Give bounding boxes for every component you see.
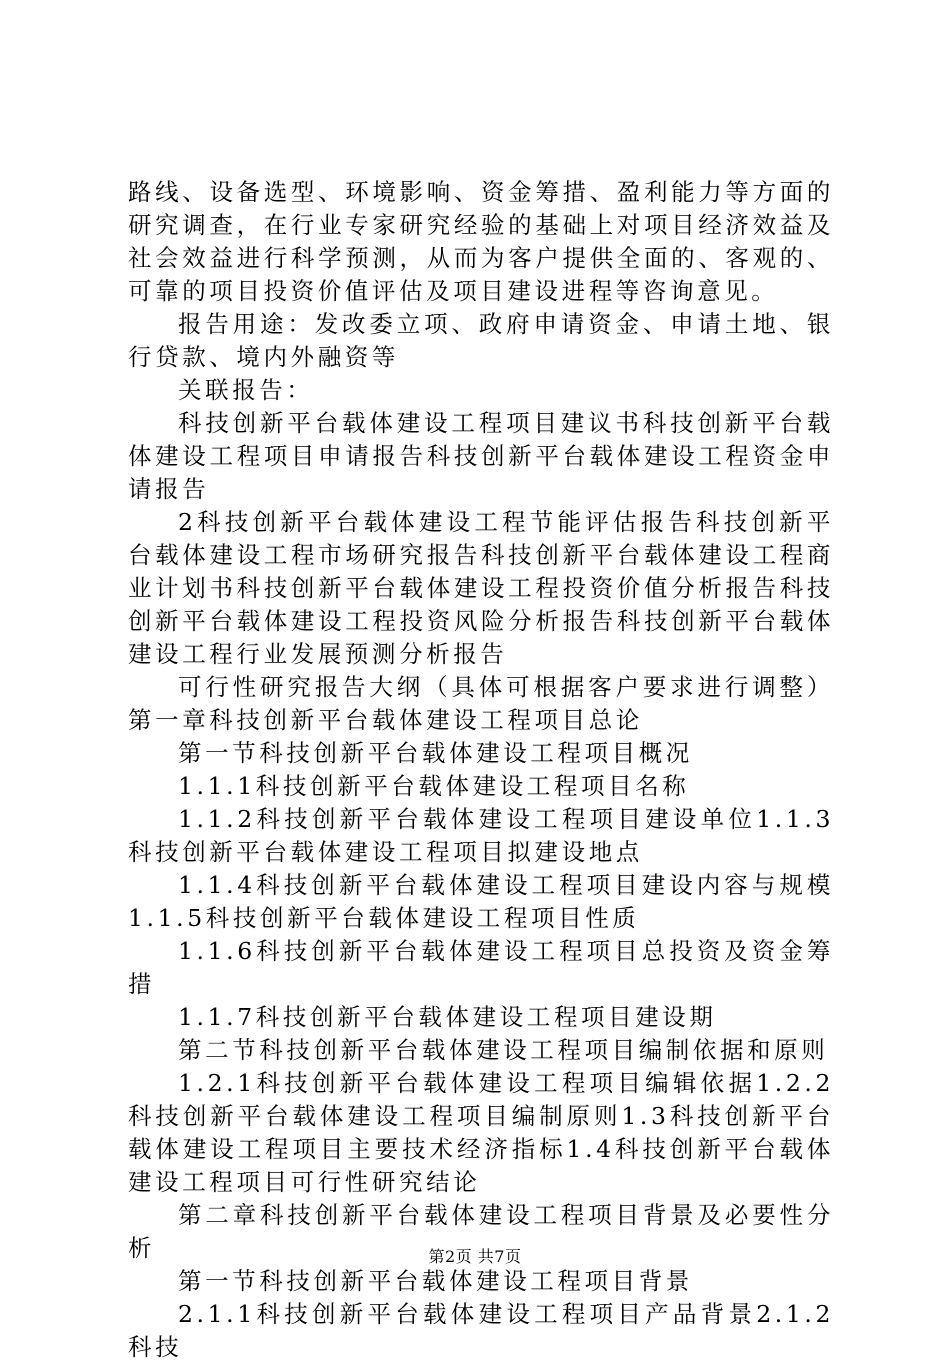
paragraph-16: 第一节科技创新平台载体建设工程项目背景	[178, 1267, 693, 1295]
paragraph-17: 2.1.1科技创新平台载体建设工程项目产品背景2.1.2科技	[128, 1300, 834, 1361]
paragraph-7: 第一节科技创新平台载体建设工程项目概况	[178, 739, 693, 767]
paragraph-11: 1.1.6科技创新平台载体建设工程项目总投资及资金筹措	[128, 937, 834, 998]
paragraph-8: 1.1.1科技创新平台载体建设工程项目名称	[178, 772, 690, 800]
paragraph-12: 1.1.7科技创新平台载体建设工程项目建设期	[178, 1003, 717, 1031]
paragraph-10: 1.1.4科技创新平台载体建设工程项目建设内容与规模1.1.5科技创新平台载体建设工程项目性质	[128, 871, 834, 932]
paragraph-13: 第二节科技创新平台载体建设工程项目编制依据和原则	[178, 1036, 829, 1064]
document-body	[128, 176, 834, 1364]
paragraph-15: 第二章科技创新平台载体建设工程项目背景及必要性分析	[128, 1201, 834, 1262]
page-footer	[0, 1244, 950, 1267]
page-number-label: 第2页 共7页	[428, 1247, 522, 1266]
paragraph-6: 可行性研究报告大纲（具体可根据客户要求进行调整）第一章科技创新平台载体建设工程项目总论	[128, 673, 834, 734]
paragraph-5: 2科技创新平台载体建设工程节能评估报告科技创新平台载体建设工程市场研究报告科技创新平台载体建设工程商业计划书科技创新平台载体建设工程投资价值分析报告科技创新平台载体建设工程投资风险分析报告科技创新平台载体建设工程行业发展预测分析报告	[128, 508, 834, 668]
paragraph-4: 科技创新平台载体建设工程项目建议书科技创新平台载体建设工程项目申请报告科技创新平台载体建设工程资金申请报告	[128, 409, 834, 503]
paragraph-14: 1.2.1科技创新平台载体建设工程项目编辑依据1.2.2科技创新平台载体建设工程项目编制原则1.3科技创新平台载体建设工程项目主要技术经济指标1.4科技创新平台载体建设工程项目可行性研究结论	[128, 1069, 834, 1196]
paragraph-3: 关联报告：	[178, 376, 314, 404]
paragraph-9: 1.1.2科技创新平台载体建设工程项目建设单位1.1.3科技创新平台载体建设工程项目拟建设地点	[128, 805, 834, 866]
paragraph-2: 报告用途：发改委立项、政府申请资金、申请土地、银行贷款、境内外融资等	[128, 310, 834, 371]
paragraph-1: 路线、设备选型、环境影响、资金筹措、盈利能力等方面的研究调查，在行业专家研究经验的基础上对项目经济效益及社会效益进行科学预测，从而为客户提供全面的、客观的、可靠的项目投资价值评估及项目建设进程等咨询意见。	[128, 178, 834, 305]
